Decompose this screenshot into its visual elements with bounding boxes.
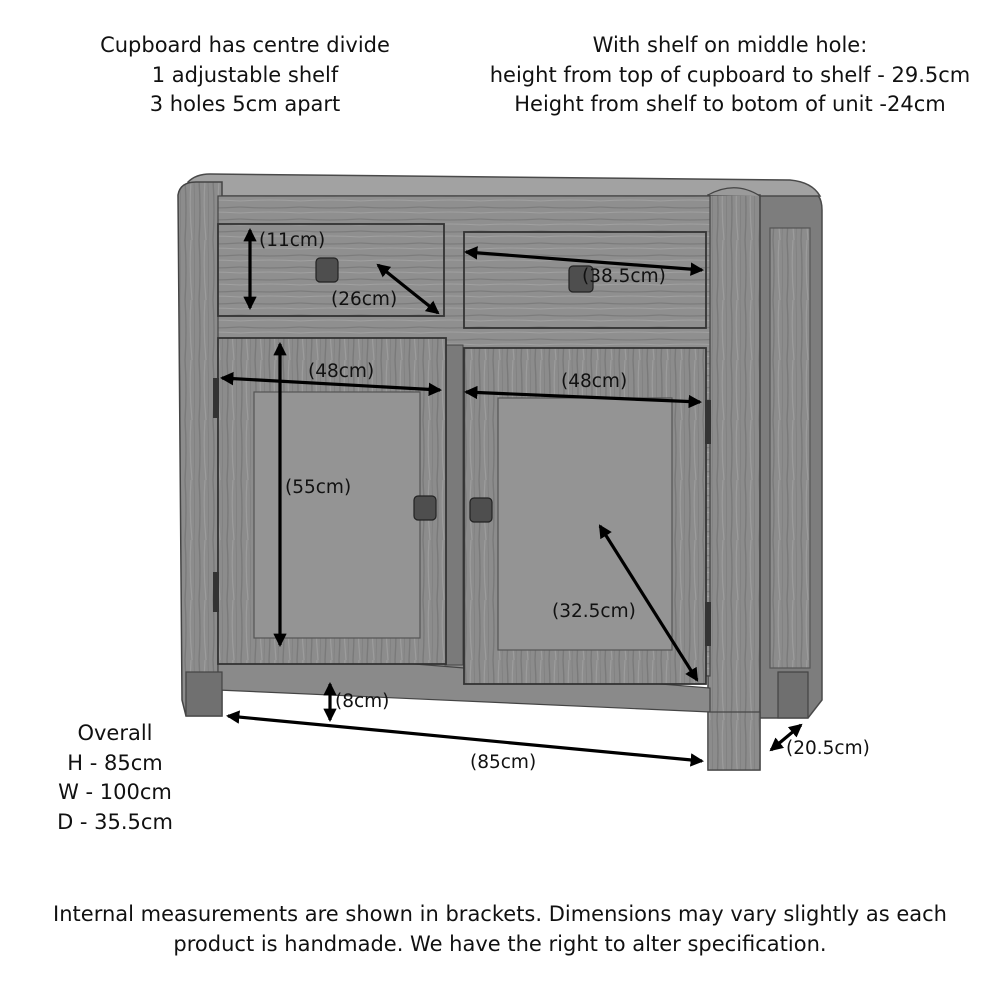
note-line: Height from shelf to botom of unit -24cm bbox=[514, 92, 946, 116]
arrow-leg-span bbox=[228, 716, 702, 761]
note-line: Cupboard has centre divide bbox=[100, 33, 390, 57]
footer-line: Internal measurements are shown in brackets. Dimensions may vary slightly as each bbox=[53, 902, 947, 926]
right-door-knob-icon bbox=[470, 498, 492, 522]
right-post bbox=[708, 195, 760, 770]
note-line: With shelf on middle hole: bbox=[592, 33, 868, 57]
overall-height: H - 85cm bbox=[67, 750, 163, 775]
footer-line: product is handmade. We have the right to alter specification. bbox=[173, 932, 827, 956]
hinge-icon bbox=[705, 602, 711, 646]
label-leg-clearance: (8cm) bbox=[335, 691, 390, 712]
hinge-icon bbox=[213, 572, 219, 612]
side-inset-panel bbox=[770, 228, 810, 668]
left-door-knob-icon bbox=[414, 496, 436, 520]
front-left-leg bbox=[186, 672, 222, 716]
note-line: 3 holes 5cm apart bbox=[149, 92, 341, 116]
hinge-icon bbox=[705, 400, 711, 444]
overall-depth: D - 35.5cm bbox=[57, 809, 173, 834]
hinge-icon bbox=[213, 378, 219, 418]
label-cupboard-diagonal: (32.5cm) bbox=[552, 601, 636, 622]
note-line: height from top of cupboard to shelf - 29.5cm bbox=[489, 62, 971, 87]
rear-leg bbox=[778, 672, 808, 718]
label-left-door-width: (48cm) bbox=[308, 361, 375, 382]
centre-divide bbox=[445, 345, 463, 665]
label-drawer-height: (11cm) bbox=[259, 230, 326, 251]
label-leg-depth: (20.5cm) bbox=[786, 738, 870, 759]
label-leg-span: (85cm) bbox=[470, 752, 537, 773]
overall-dimensions bbox=[50, 719, 180, 837]
overall-width: W - 100cm bbox=[58, 780, 172, 804]
label-drawer-diagonal: (26cm) bbox=[331, 289, 398, 310]
left-post bbox=[178, 182, 222, 716]
note-line: 1 adjustable shelf bbox=[151, 62, 339, 87]
label-cupboard-height: (55cm) bbox=[285, 477, 352, 498]
footer-disclaimer bbox=[20, 899, 980, 959]
label-drawer-width: (38.5cm) bbox=[582, 266, 666, 287]
label-right-door-width: (48cm) bbox=[561, 371, 628, 392]
overall-title: Overall bbox=[77, 721, 153, 745]
sideboard bbox=[178, 174, 822, 770]
front-right-leg bbox=[708, 712, 760, 770]
left-drawer-knob-icon bbox=[316, 258, 338, 282]
